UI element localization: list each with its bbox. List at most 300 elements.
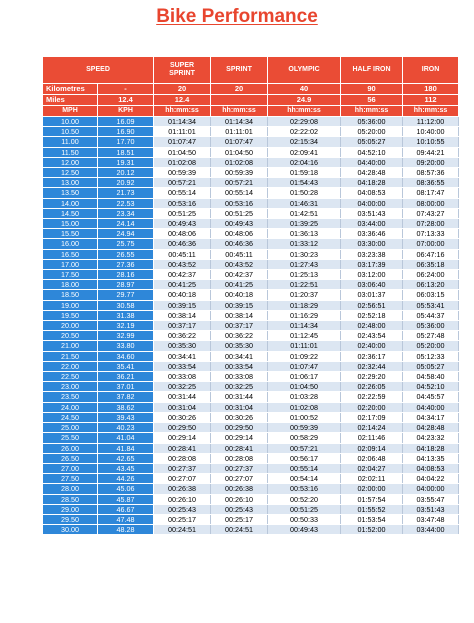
table-row	[43, 321, 459, 331]
sprint-cell: 00:37:17	[211, 321, 268, 331]
sprint-cell: 00:28:41	[211, 443, 268, 453]
table-row	[43, 525, 459, 535]
sprint-cell: 00:46:36	[211, 239, 268, 249]
super-sprint-cell: 00:33:08	[154, 372, 211, 382]
kph-cell: 27.36	[98, 259, 154, 269]
table-row	[43, 280, 459, 290]
super-sprint-cell: 00:51:25	[154, 208, 211, 218]
page-title: Bike Performance	[156, 6, 318, 27]
miles-sprint: 12.4	[154, 95, 211, 106]
super-sprint-cell: 01:14:34	[154, 117, 211, 127]
iron-cell: 08:00:00	[403, 198, 459, 208]
mph-cell: 29.50	[43, 514, 98, 524]
half-iron-cell: 05:36:00	[341, 117, 403, 127]
kph-cell: 40.23	[98, 423, 154, 433]
sprint-cell: 00:33:54	[211, 361, 268, 371]
olympic-cell: 00:56:17	[268, 453, 341, 463]
super-sprint-cell: 00:48:06	[154, 229, 211, 239]
table-row	[43, 412, 459, 422]
mph-cell: 13.00	[43, 178, 98, 188]
half-iron-cell: 02:43:54	[341, 331, 403, 341]
sprint-cell: 01:07:47	[211, 137, 268, 147]
super-sprint-cell: 00:33:54	[154, 361, 211, 371]
sprint-cell: 00:28:08	[211, 453, 268, 463]
sprint-cell: 00:24:51	[211, 525, 268, 535]
super-sprint-cell: 00:43:52	[154, 259, 211, 269]
kilometres-label: Kilometres	[43, 84, 98, 95]
table-row	[43, 341, 459, 351]
super-sprint-cell: 00:53:16	[154, 198, 211, 208]
table-row	[43, 361, 459, 371]
super-sprint-cell: 00:41:25	[154, 280, 211, 290]
half-iron-cell: 04:00:00	[341, 198, 403, 208]
olympic-cell: 00:54:14	[268, 474, 341, 484]
half-iron-cell: 01:52:00	[341, 525, 403, 535]
table-row	[43, 300, 459, 310]
iron-cell: 06:35:18	[403, 259, 459, 269]
iron-cell: 06:13:20	[403, 280, 459, 290]
header-row	[43, 57, 459, 84]
kph-cell: 25.75	[98, 239, 154, 249]
sprint-cell: 00:25:17	[211, 514, 268, 524]
half-iron-cell: 01:55:52	[341, 504, 403, 514]
mph-cell: 22.00	[43, 361, 98, 371]
table-row	[43, 310, 459, 320]
table-body	[43, 84, 459, 535]
half-iron-cell: 05:05:27	[341, 137, 403, 147]
kph-cell: 37.82	[98, 392, 154, 402]
olympic-cell: 01:09:22	[268, 351, 341, 361]
olympic-cell: 02:15:34	[268, 137, 341, 147]
table-row	[43, 402, 459, 412]
olympic-cell: 01:18:29	[268, 300, 341, 310]
mph-cell: 29.00	[43, 504, 98, 514]
kph-cell: 45.06	[98, 484, 154, 494]
iron-cell: 03:47:48	[403, 514, 459, 524]
olympic-cell: 01:25:13	[268, 270, 341, 280]
olympic-cell: 00:50:33	[268, 514, 341, 524]
mph-cell: 23.00	[43, 382, 98, 392]
olympic-cell: 00:58:29	[268, 433, 341, 443]
km-super-sprint: 20	[154, 84, 211, 95]
iron-header: IRON	[403, 57, 459, 84]
mph-cell: 16.50	[43, 249, 98, 259]
table-row	[43, 270, 459, 280]
table-row	[43, 137, 459, 147]
mph-cell: 16.00	[43, 239, 98, 249]
miles-olympic-empty	[211, 95, 268, 106]
super-sprint-cell: 00:49:43	[154, 219, 211, 229]
super-sprint-cell: 00:55:14	[154, 188, 211, 198]
kph-cell: 48.28	[98, 525, 154, 535]
iron-cell: 09:44:21	[403, 147, 459, 157]
iron-cell: 04:04:22	[403, 474, 459, 484]
sprint-cell: 00:57:21	[211, 178, 268, 188]
olympic-cell: 01:03:28	[268, 392, 341, 402]
kilometres-row	[43, 84, 459, 95]
mph-cell: 27.00	[43, 463, 98, 473]
iron-cell: 10:10:55	[403, 137, 459, 147]
sprint-cell: 00:42:37	[211, 270, 268, 280]
sprint-cell: 00:27:07	[211, 474, 268, 484]
iron-cell: 10:40:00	[403, 127, 459, 137]
iron-cell: 04:34:17	[403, 412, 459, 422]
kph-cell: 37.01	[98, 382, 154, 392]
iron-cell: 04:40:00	[403, 402, 459, 412]
super-sprint-cell: 01:07:47	[154, 137, 211, 147]
mph-cell: 11.00	[43, 137, 98, 147]
iron-cell: 07:43:27	[403, 208, 459, 218]
super-sprint-label: SUPER SPRINT	[169, 62, 195, 77]
mph-cell: 15.50	[43, 229, 98, 239]
sprint-cell: 00:29:50	[211, 423, 268, 433]
olympic-header: OLYMPIC	[268, 57, 341, 84]
sprint-cell: 01:02:08	[211, 157, 268, 167]
super-sprint-cell: 00:37:17	[154, 321, 211, 331]
half-iron-cell: 03:51:43	[341, 208, 403, 218]
kph-cell: 20.92	[98, 178, 154, 188]
table-row	[43, 188, 459, 198]
kph-cell: 28.16	[98, 270, 154, 280]
kph-cell: 20.12	[98, 168, 154, 178]
super-sprint-cell: 00:35:30	[154, 341, 211, 351]
super-sprint-cell: 01:02:08	[154, 157, 211, 167]
iron-cell: 05:53:41	[403, 300, 459, 310]
half-iron-cell: 02:56:51	[341, 300, 403, 310]
iron-cell: 08:17:47	[403, 188, 459, 198]
sprint-cell: 00:27:37	[211, 463, 268, 473]
mph-cell: 26.50	[43, 453, 98, 463]
sprint-cell: 00:51:25	[211, 208, 268, 218]
kph-cell: 17.70	[98, 137, 154, 147]
mph-cell: 18.50	[43, 290, 98, 300]
table-row	[43, 290, 459, 300]
table-row	[43, 259, 459, 269]
olympic-cell: 00:49:43	[268, 525, 341, 535]
half-iron-cell: 03:17:39	[341, 259, 403, 269]
table-row	[43, 351, 459, 361]
half-iron-cell: 02:02:11	[341, 474, 403, 484]
mph-cell: 13.50	[43, 188, 98, 198]
iron-format: hh:mm:ss	[403, 106, 459, 117]
half-iron-cell: 01:53:54	[341, 514, 403, 524]
super-sprint-cell: 00:32:25	[154, 382, 211, 392]
sprint-cell: 00:31:44	[211, 392, 268, 402]
table-row	[43, 178, 459, 188]
super-sprint-cell: 00:27:07	[154, 474, 211, 484]
mph-cell: 15.00	[43, 219, 98, 229]
table-row	[43, 208, 459, 218]
super-sprint-cell: 00:42:37	[154, 270, 211, 280]
sprint-cell: 00:41:25	[211, 280, 268, 290]
olympic-cell: 01:11:01	[268, 341, 341, 351]
olympic-cell: 01:27:43	[268, 259, 341, 269]
kph-cell: 39.43	[98, 412, 154, 422]
speed-header: SPEED	[43, 57, 154, 84]
super-sprint-cell: 00:26:38	[154, 484, 211, 494]
kph-cell: 16.90	[98, 127, 154, 137]
table-row	[43, 117, 459, 127]
miles-row	[43, 95, 459, 106]
sprint-cell: 00:59:39	[211, 168, 268, 178]
mph-cell: 19.50	[43, 310, 98, 320]
super-sprint-cell: 00:30:26	[154, 412, 211, 422]
kph-cell: 36.21	[98, 372, 154, 382]
olympic-cell: 01:33:12	[268, 239, 341, 249]
kph-cell: 26.55	[98, 249, 154, 259]
mph-cell: 17.50	[43, 270, 98, 280]
super-sprint-cell: 00:45:11	[154, 249, 211, 259]
iron-cell: 08:36:55	[403, 178, 459, 188]
mph-cell: 24.00	[43, 402, 98, 412]
iron-cell: 07:13:33	[403, 229, 459, 239]
olympic-cell: 01:50:28	[268, 188, 341, 198]
mph-cell: 23.50	[43, 392, 98, 402]
super-sprint-cell: 00:27:37	[154, 463, 211, 473]
kph-cell: 47.48	[98, 514, 154, 524]
olympic-cell: 01:42:51	[268, 208, 341, 218]
half-iron-cell: 03:12:00	[341, 270, 403, 280]
mph-cell: 10.50	[43, 127, 98, 137]
kph-cell: 45.87	[98, 494, 154, 504]
sprint-cell: 00:31:04	[211, 402, 268, 412]
olympic-cell: 01:22:51	[268, 280, 341, 290]
half-iron-cell: 03:06:40	[341, 280, 403, 290]
half-iron-cell: 02:14:24	[341, 423, 403, 433]
super-sprint-cell: 01:11:01	[154, 127, 211, 137]
kph-cell: 42.65	[98, 453, 154, 463]
table-row	[43, 504, 459, 514]
half-iron-cell: 01:57:54	[341, 494, 403, 504]
iron-cell: 05:05:27	[403, 361, 459, 371]
mph-cell: 21.50	[43, 351, 98, 361]
sprint-cell: 00:25:43	[211, 504, 268, 514]
table-row	[43, 147, 459, 157]
super-sprint-cell: 00:29:50	[154, 423, 211, 433]
super-sprint-cell: 01:04:50	[154, 147, 211, 157]
olympic-cell: 02:04:16	[268, 157, 341, 167]
sprint-cell: 00:35:30	[211, 341, 268, 351]
sprint-cell: 00:38:14	[211, 310, 268, 320]
sprint-cell: 00:49:43	[211, 219, 268, 229]
iron-cell: 05:27:48	[403, 331, 459, 341]
half-iron-cell: 02:48:00	[341, 321, 403, 331]
half-iron-format: hh:mm:ss	[341, 106, 403, 117]
sprint-cell: 00:40:18	[211, 290, 268, 300]
mph-cell: 25.50	[43, 433, 98, 443]
iron-cell: 11:12:00	[403, 117, 459, 127]
table-row	[43, 494, 459, 504]
kph-cell: 32.19	[98, 321, 154, 331]
olympic-format: hh:mm:ss	[268, 106, 341, 117]
super-sprint-cell: 00:34:41	[154, 351, 211, 361]
iron-cell: 03:51:43	[403, 504, 459, 514]
table-row	[43, 443, 459, 453]
super-sprint-cell: 00:25:43	[154, 504, 211, 514]
mph-cell: 10.00	[43, 117, 98, 127]
kph-cell: 19.31	[98, 157, 154, 167]
iron-cell: 04:00:00	[403, 484, 459, 494]
mph-header: MPH	[43, 106, 98, 117]
kph-cell: 34.60	[98, 351, 154, 361]
km-sprint: 20	[211, 84, 268, 95]
sprint-cell: 00:55:14	[211, 188, 268, 198]
iron-cell: 03:44:00	[403, 525, 459, 535]
olympic-cell: 01:02:08	[268, 402, 341, 412]
half-iron-cell: 03:30:00	[341, 239, 403, 249]
sprint-cell: 00:26:38	[211, 484, 268, 494]
half-iron-cell: 04:08:53	[341, 188, 403, 198]
mph-cell: 26.00	[43, 443, 98, 453]
super-sprint-cell: 00:31:04	[154, 402, 211, 412]
table-row	[43, 514, 459, 524]
half-iron-cell: 04:52:10	[341, 147, 403, 157]
iron-cell: 04:45:57	[403, 392, 459, 402]
table-row	[43, 392, 459, 402]
kilometres-unit: -	[98, 84, 154, 95]
super-sprint-cell: 00:59:39	[154, 168, 211, 178]
iron-cell: 05:12:33	[403, 351, 459, 361]
table-row	[43, 463, 459, 473]
table-row	[43, 219, 459, 229]
sprint-cell: 00:30:26	[211, 412, 268, 422]
olympic-cell: 00:52:20	[268, 494, 341, 504]
super-sprint-cell: 00:26:10	[154, 494, 211, 504]
km-olympic: 40	[268, 84, 341, 95]
kph-cell: 28.97	[98, 280, 154, 290]
kph-header: KPH	[98, 106, 154, 117]
half-iron-cell: 02:36:17	[341, 351, 403, 361]
half-iron-cell: 04:18:28	[341, 178, 403, 188]
kph-cell: 22.53	[98, 198, 154, 208]
table-row	[43, 168, 459, 178]
half-iron-cell: 03:36:46	[341, 229, 403, 239]
mph-cell: 19.00	[43, 300, 98, 310]
half-iron-cell: 03:44:00	[341, 219, 403, 229]
table-row	[43, 331, 459, 341]
iron-cell: 07:28:00	[403, 219, 459, 229]
super-sprint-cell: 00:57:21	[154, 178, 211, 188]
super-sprint-cell: 00:28:41	[154, 443, 211, 453]
mph-cell: 17.00	[43, 259, 98, 269]
olympic-cell: 01:06:17	[268, 372, 341, 382]
half-iron-cell: 05:20:00	[341, 127, 403, 137]
mph-cell: 21.00	[43, 341, 98, 351]
mph-cell: 30.00	[43, 525, 98, 535]
olympic-cell: 02:09:41	[268, 147, 341, 157]
half-iron-cell: 03:23:38	[341, 249, 403, 259]
olympic-cell: 00:53:16	[268, 484, 341, 494]
sprint-header: SPRINT	[211, 57, 268, 84]
half-iron-cell: 03:01:37	[341, 290, 403, 300]
half-iron-header: HALF IRON	[341, 57, 403, 84]
olympic-cell: 02:22:02	[268, 127, 341, 137]
sprint-cell: 00:26:10	[211, 494, 268, 504]
half-iron-cell: 02:17:09	[341, 412, 403, 422]
mph-cell: 24.50	[43, 412, 98, 422]
sprint-cell: 00:33:08	[211, 372, 268, 382]
miles-olympic: 24.9	[268, 95, 341, 106]
half-iron-cell: 02:22:59	[341, 392, 403, 402]
super-sprint-cell: 00:24:51	[154, 525, 211, 535]
olympic-cell: 01:54:43	[268, 178, 341, 188]
iron-cell: 06:47:16	[403, 249, 459, 259]
sprint-cell: 00:48:06	[211, 229, 268, 239]
table-row	[43, 198, 459, 208]
super-sprint-header	[154, 57, 211, 84]
olympic-cell: 01:46:31	[268, 198, 341, 208]
table-row	[43, 484, 459, 494]
sprint-cell: 00:36:22	[211, 331, 268, 341]
mph-cell: 27.50	[43, 474, 98, 484]
half-iron-cell: 02:29:20	[341, 372, 403, 382]
column-header-row	[43, 106, 459, 117]
iron-cell: 04:52:10	[403, 382, 459, 392]
half-iron-cell: 02:52:18	[341, 310, 403, 320]
olympic-cell: 00:51:25	[268, 504, 341, 514]
olympic-cell: 01:12:45	[268, 331, 341, 341]
kph-cell: 18.51	[98, 147, 154, 157]
half-iron-cell: 02:00:00	[341, 484, 403, 494]
iron-cell: 06:03:15	[403, 290, 459, 300]
km-iron: 180	[403, 84, 459, 95]
table-row	[43, 157, 459, 167]
sprint-format: hh:mm:ss	[211, 106, 268, 117]
olympic-cell: 00:57:21	[268, 443, 341, 453]
kph-cell: 30.58	[98, 300, 154, 310]
half-iron-cell: 02:26:05	[341, 382, 403, 392]
sprint-cell: 01:04:50	[211, 147, 268, 157]
kph-cell: 24.94	[98, 229, 154, 239]
mph-cell: 14.50	[43, 208, 98, 218]
half-iron-cell: 02:32:44	[341, 361, 403, 371]
mph-cell: 18.00	[43, 280, 98, 290]
olympic-cell: 01:16:29	[268, 310, 341, 320]
iron-cell: 03:55:47	[403, 494, 459, 504]
table-row	[43, 127, 459, 137]
olympic-cell: 01:14:34	[268, 321, 341, 331]
super-sprint-cell: 00:25:17	[154, 514, 211, 524]
iron-cell: 07:00:00	[403, 239, 459, 249]
half-iron-cell: 02:11:46	[341, 433, 403, 443]
super-sprint-format: hh:mm:ss	[154, 106, 211, 117]
super-sprint-cell: 00:38:14	[154, 310, 211, 320]
mph-cell: 28.50	[43, 494, 98, 504]
mph-cell: 20.00	[43, 321, 98, 331]
kph-cell: 31.38	[98, 310, 154, 320]
half-iron-cell: 02:20:00	[341, 402, 403, 412]
table-row	[43, 423, 459, 433]
table-row	[43, 239, 459, 249]
half-iron-cell: 02:04:27	[341, 463, 403, 473]
super-sprint-cell: 00:46:36	[154, 239, 211, 249]
kph-cell: 44.26	[98, 474, 154, 484]
miles-super-sprint: 12.4	[98, 95, 154, 106]
iron-cell: 04:13:35	[403, 453, 459, 463]
super-sprint-cell: 00:28:08	[154, 453, 211, 463]
miles-half-iron: 56	[341, 95, 403, 106]
bike-performance-table	[42, 56, 459, 535]
olympic-cell: 01:07:47	[268, 361, 341, 371]
sprint-cell: 00:45:11	[211, 249, 268, 259]
half-iron-cell: 04:40:00	[341, 157, 403, 167]
table-row	[43, 474, 459, 484]
mph-cell: 20.50	[43, 331, 98, 341]
iron-cell: 04:23:32	[403, 433, 459, 443]
kph-cell: 41.04	[98, 433, 154, 443]
half-iron-cell: 02:06:48	[341, 453, 403, 463]
olympic-cell: 01:59:18	[268, 168, 341, 178]
